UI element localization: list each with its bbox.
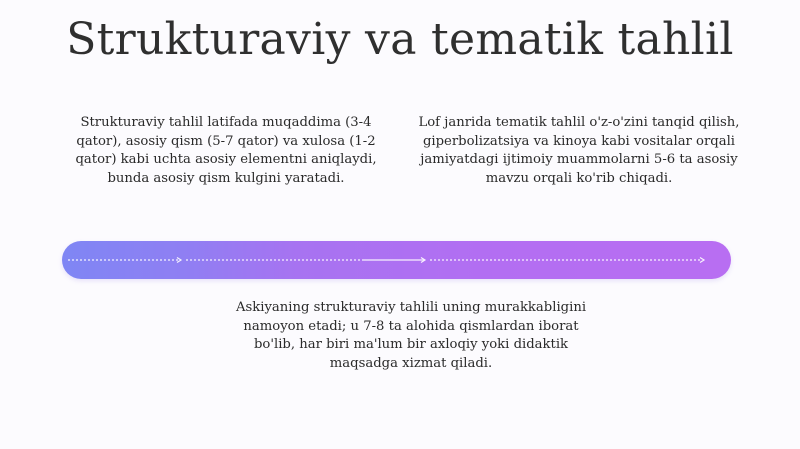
timeline-bar xyxy=(62,241,731,279)
thematic-analysis-text: Lof janrida tematik tahlil o'z-o'zini tanqid qilish, giperbolizatsiya va kinoya kabi vositalar orqali jamiyatdagi ijtimoiy muammolarni 5-6 ta asosiy mavzu orqali ko'rib chiqadi. xyxy=(418,115,740,186)
askiya-analysis-text: Askiyaning strukturaviy tahlili uning murakkabligini namoyon etadi; u 7-8 ta alohida qismlardan iborat bo'lib, har biri ma'lum bir axloqiy yoki didaktik maqsadga xizmat qiladi. xyxy=(235,300,587,371)
timeline-arrows-graphic xyxy=(62,241,731,279)
slide-title: Strukturaviy va tematik tahlil xyxy=(66,14,734,65)
structural-analysis-text: Strukturaviy tahlil latifada muqaddima (3-4 qator), asosiy qism (5-7 qator) va xulosa (1-2 qator) kabi uchta asosiy elementni aniqlaydi, bunda asosiy qism kulgini yaratadi. xyxy=(75,115,377,186)
